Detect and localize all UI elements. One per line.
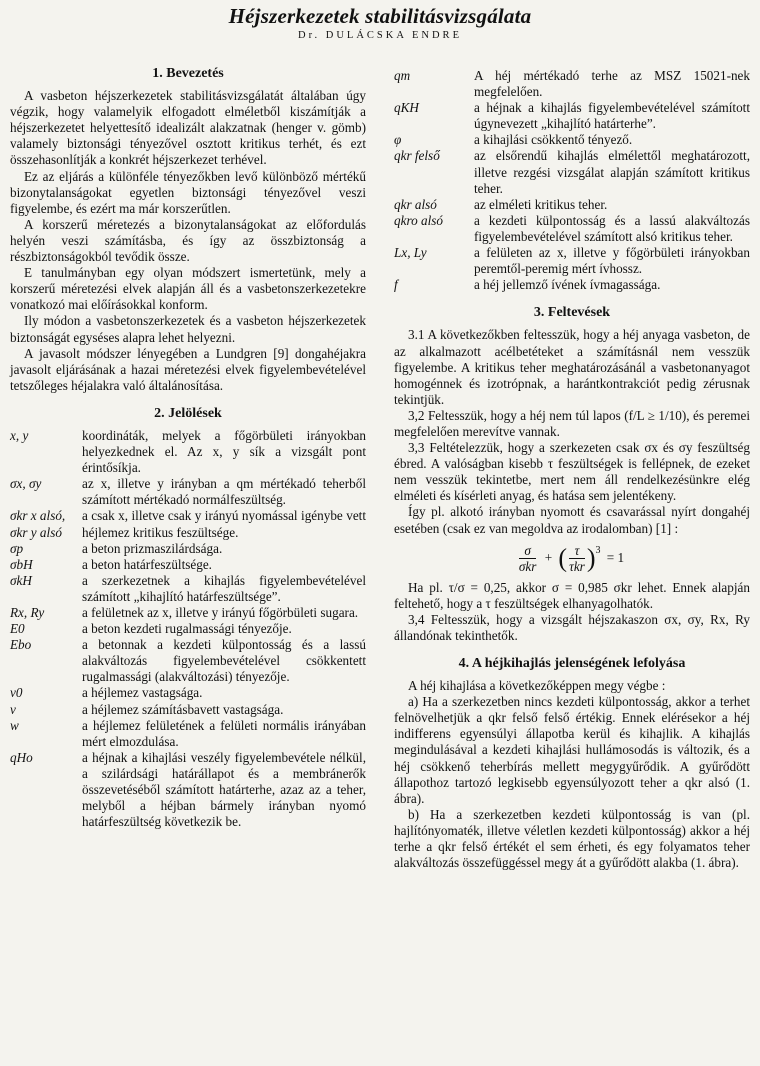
notation-item <box>10 621 366 637</box>
notation-symbol: σkr x alsó, σkr y alsó <box>10 508 66 540</box>
notation-symbol: x, y <box>10 427 29 443</box>
notation-symbol: v0 <box>10 685 23 701</box>
formula-rhs: = 1 <box>606 550 625 566</box>
notation-symbol: qkr felső <box>394 148 440 164</box>
notation-item <box>10 573 366 605</box>
s4-paragraph: A héj kihajlása a következőképpen megy végbe : <box>408 678 666 694</box>
notation-item <box>10 685 366 701</box>
s1-paragraph: Ily módon a vasbetonszerkezetek és a vasbeton héjszerkezetek biztonságát egyséses alapra lehet helyezni. <box>10 313 366 345</box>
s4-paragraph: a) Ha a szerkezetben nincs kezdeti külpontosság, akkor a terhet felnövelhetjük a qkr felső felső értékig. Ennek elérésekor a héj indifferens egyensúlyi állapotba kerül és kihajlik. A kihajlás megindulásával a kezdeti kihajlási hullámosodás is változik, és a héj csökkenő teherbírás mellett megygyűrődik. A gyűrődött állapothoz tartozó legkisebb egyensúlyozott teher a qkr alsó (1. ábra). <box>394 694 750 806</box>
notation-description: a héjlemez számításbavett vastagsága. <box>82 701 284 717</box>
notation-item <box>10 702 366 718</box>
notation-item <box>10 541 366 557</box>
s3-paragraph: 3,2 Feltesszük, hogy a héj nem túl lapos (f/L ≥ 1/10), és peremei megfelelően merevítve vannak. <box>394 407 750 439</box>
notation-item <box>10 508 366 540</box>
section-1-heading: 1. Bevezetés <box>152 66 224 81</box>
notation-item <box>394 148 750 196</box>
notation-item <box>394 245 750 277</box>
notation-item <box>394 100 750 132</box>
section-4-heading: 4. A héjkihajlás jelenségének lefolyása <box>458 656 686 671</box>
notation-description: az x, illetve y irányban a qm mértékadó teherből számított mértékadó normálfeszültség. <box>82 476 366 508</box>
section-3-heading: 3. Feltevések <box>533 305 611 321</box>
notation-symbol: qHo <box>10 749 33 765</box>
notation-item <box>10 637 366 685</box>
s3-paragraph: Így pl. alkotó irányban nyomott és csavarással nyírt dongahéj esetében (csak ez van megoldva az irodalomban) [1] : <box>394 504 750 536</box>
notation-description: az elsőrendű kihajlás elmélettől meghatározott, illetve rezgési vizsgálat alapján számított kritikus teher. <box>474 148 750 196</box>
notation-item <box>394 213 750 245</box>
s1-paragraph: A javasolt módszer lényegében a Lundgren [9] dongahéjakra javasolt eljárásának a hazai méretezési elvek figyelembevételével tetszőleges héjalakra való általánosítása. <box>10 345 366 393</box>
author-name: Dr. DULÁCSKA ENDRE <box>298 30 462 41</box>
s3-paragraph: Ha pl. τ/σ = 0,25, akkor σ = 0,985 σkr lehet. Ennek alapján feltehető, hogy a τ feszültségek elhanyagolhatók. <box>394 579 750 611</box>
s3-paragraph: 3,4 Feltesszük, hogy a vizsgált héjszakaszon σx, σy, Rx, Ry állandónak tekinthetők. <box>394 611 750 643</box>
notation-item <box>394 132 750 148</box>
s1-paragraph: Ez az eljárás a különféle tényezőkben levő különböző mértékű bizonytalanságokat egyetlen biztonsági tényezővel veszi figyelembe, és ezért ma már korszerűtlen. <box>10 168 366 216</box>
formula-num-1: σ <box>519 543 537 559</box>
notation-description: a beton kezdeti rugalmassági tényezője. <box>82 621 292 637</box>
notation-item <box>10 476 366 508</box>
notation-symbol: σx, σy <box>10 476 42 492</box>
notation-symbol: Ebo <box>10 637 32 653</box>
notation-item <box>10 428 366 476</box>
notation-description: a kihajlási csökkentő tényező. <box>474 132 633 148</box>
notation-item <box>10 718 366 750</box>
notation-description: a héjlemez vastagsága. <box>82 685 203 701</box>
notation-description: a felületnek az x, illetve y irányú főgörbületi sugara. <box>82 605 359 620</box>
notation-description: a héjnak a kihajlási veszély figyelembevétele nélkül, a szilárdsági határállapot és a membránerők összevetéséből számított határterhe, azaz az a teher, melyből a héjban bármely irányban nyomó határfeszültség következik be. <box>82 749 366 830</box>
notation-symbol: v <box>10 701 16 717</box>
formula-den-2: τkr <box>569 558 585 574</box>
notation-list-left <box>10 428 366 830</box>
notation-item <box>394 197 750 213</box>
notation-description: a beton határfeszültsége. <box>82 556 212 572</box>
s1-paragraph: A vasbeton héjszerkezetek stabilitásvizsgálatát általában úgy végzik, hogy valamelyik elfogadott elméletből kiszámítják a héjszerkezetet helyettesítő idealizált alakzatnak (henger v. gömb) valamely biztonsági tényezővel osztott kritikus terhét, és ezt összehasonlítják a konkrét héjszerkezet terhével. <box>10 88 366 168</box>
notation-symbol: w <box>10 717 19 733</box>
s3-paragraph: 3.1 A következőkben feltesszük, hogy a héj anyaga vasbeton, de az alkalmazott acélbetéteket a számításnál nem vesszük figyelembe. A kritikus teher meghatározásánál a vasbetonanyagot homogénnek és izotrópnak, a harántkontrakciót pedig zérusnak tekintjük. <box>394 327 750 407</box>
s3-paragraph: 3,3 Feltételezzük, hogy a szerkezeten csak σx és σy feszültség ébred. A valóságban kisebb τ feszültségek is fellépnek, de ezeket nem vesszük tekintetbe, mert nem áll rendelkezésünkre elég elméleti és kísérleti anyag, és hatása sem jelentékeny. <box>394 440 750 504</box>
s1-paragraph: E tanulmányban egy olyan módszert ismertetünk, mely a korszerű méretezési elvek alapján áll és a vasbetonszerkezetekre vonatkozó mai előírásokkal konform. <box>10 265 366 313</box>
notation-description: a kezdeti külpontosság és a lassú alakváltozás figyelembevételével számított alsó kritikus teher. <box>474 212 750 244</box>
notation-item <box>10 605 366 621</box>
notation-symbol: qKH <box>394 100 419 116</box>
notation-description: koordináták, melyek a főgörbületi irányokban helyezkednek el. Az x, y sík a vizsgált pont érintősíkja. <box>82 427 366 476</box>
notation-item <box>394 68 750 100</box>
notation-symbol: qm <box>394 68 411 83</box>
notation-symbol: Rx, Ry <box>10 605 45 620</box>
notation-description: a beton prizmaszilárdsága. <box>82 540 223 556</box>
notation-symbol: σbH <box>10 556 33 572</box>
formula-den-1: σkr <box>518 558 537 574</box>
notation-symbol: Lx, Ly <box>394 245 427 261</box>
notation-description: az elméleti kritikus teher. <box>474 196 608 212</box>
formula-exponent: 3 <box>595 544 601 556</box>
notation-item <box>10 750 366 830</box>
s4-paragraph: b) Ha a szerkezetben kezdeti külpontosság is van (pl. hajlítónyomaték, illetve véletlen kezdeti külpontosság) akkor a héj terhe a qkr felső értékét el sem érheti, és egy folyamatos teher alakváltozás összefüggéssel megy át a gyűrődött alakba (1. ábra). <box>394 806 750 871</box>
section-2-heading: 2. Jelölések <box>154 405 222 421</box>
notation-description: a héjlemez felületének a felületi normális irányában mért elmozdulása. <box>82 717 366 749</box>
notation-symbol: σkH <box>10 572 32 588</box>
notation-description: a felületen az x, illetve y főgörbületi irányokban peremtől-peremig mért ívhossz. <box>474 245 750 277</box>
notation-description: A héj mértékadó terhe az MSZ 15021-nek megfelelően. <box>474 68 750 100</box>
right-column <box>394 62 750 871</box>
notation-description: a héjnak a kihajlás figyelembevételével számított úgynevezett „kihajlító határterhe”. <box>474 100 750 132</box>
paper-title: Héjszerkezetek stabilitásvizsgálata <box>228 4 532 28</box>
notation-list-right <box>394 68 750 293</box>
interaction-formula: $\frac{\sigma}{\text{σkr}}$ + ( $\frac{\tau}{\text{τkr}}$ )$^3$ = 1 <box>394 543 750 574</box>
notation-description: a csak x, illetve csak y irányú nyomással igénybe vett héjlemez kritikus feszültsége. <box>82 508 366 540</box>
left-column <box>10 62 366 830</box>
notation-symbol: σp <box>10 540 24 556</box>
notation-symbol: E0 <box>10 621 25 637</box>
notation-symbol: qkro alsó <box>394 212 443 228</box>
formula-num-2: τ <box>569 543 585 559</box>
notation-item <box>394 277 750 293</box>
s1-paragraph: A korszerű méretezés a bizonytalanságokat az előfordulás helyén veszi számításba, és így az összbiztonság a részbiztonságokból tevődik össze. <box>10 216 366 265</box>
notation-item <box>10 557 366 573</box>
notation-symbol: f <box>394 277 398 293</box>
notation-description: a szerkezetnek a kihajlás figyelembevételével számított „kihajlító határfeszültsége”. <box>82 572 366 604</box>
notation-description: a betonnak a kezdeti külpontosság és a lassú alakváltozás figyelembevételével csökkentett rugalmassági (alakváltozási) tényezője. <box>82 637 366 685</box>
notation-description: a héj jellemző ívének ívmagassága. <box>474 277 661 293</box>
notation-symbol: qkr alsó <box>394 196 437 212</box>
notation-symbol: φ <box>394 132 402 148</box>
